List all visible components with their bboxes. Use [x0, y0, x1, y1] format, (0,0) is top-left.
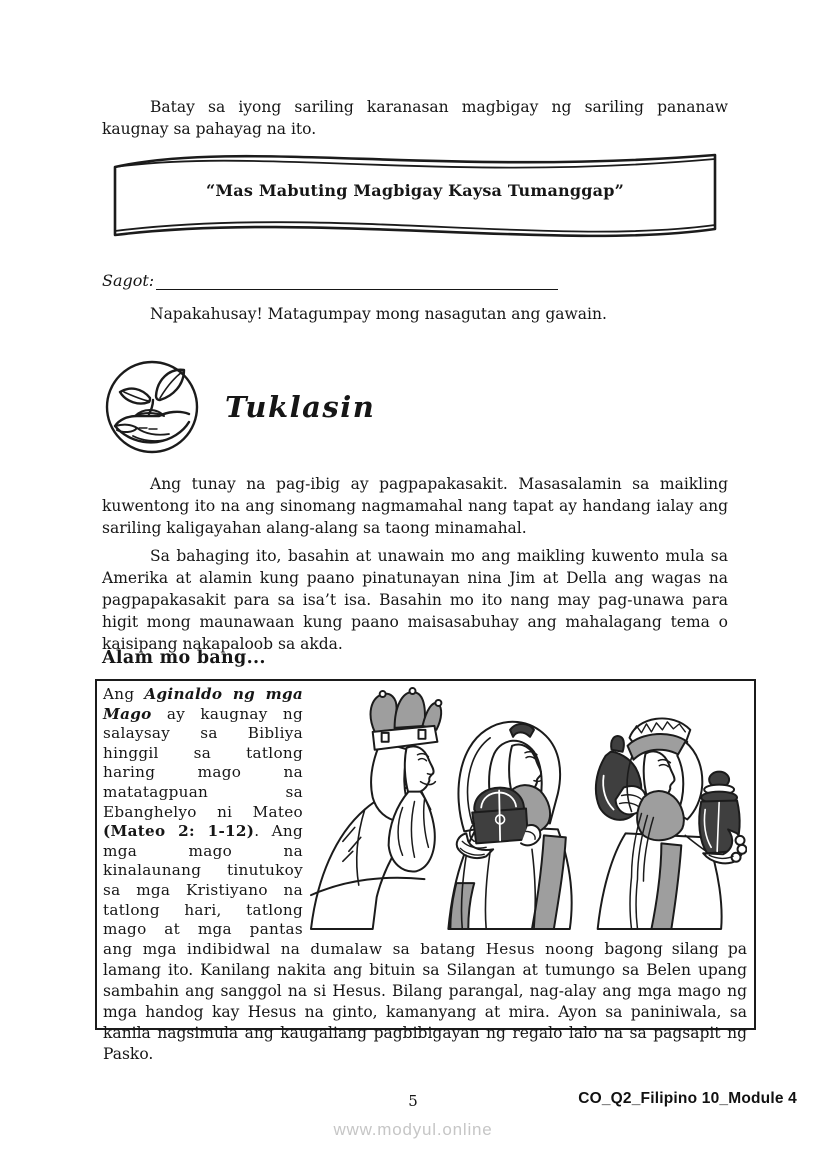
three-magi-line-art-icon	[307, 684, 747, 931]
intro-paragraph: Batay sa iyong sariling karanasan magbigay ng sariling pananaw kaugnay sa pahayag na ito.	[102, 98, 728, 138]
factbox-seg3: . Ang mga mago na kinalaunang tinutukoy sa mga Kristiyano na tatlong hari, tatlong mago at mga pantas ang mga indibidwal na dumalaw sa batang Hesus noong	[103, 822, 605, 958]
factbox-story-title: Aginaldo ng mga Mago	[103, 685, 304, 723]
answer-label: Sagot:	[102, 271, 155, 290]
praise-text: Napakahusay! Matagumpay mong nasagutan ang gawain.	[150, 305, 607, 323]
quote-banner	[112, 143, 718, 251]
factbox-seg2: ay kaugnay ng salaysay sa Bibliya hinggil sa tatlong haring mago na matatagpuan sa Ebanghelyo ni Mateo	[103, 704, 303, 821]
factbox-seg1: Ang	[103, 685, 145, 703]
hand-seedling-icon	[103, 358, 201, 456]
footer-page-number: 5	[408, 1092, 418, 1110]
fact-box	[95, 679, 756, 1063]
tuklasin-paragraph-2: Sa bahaging ito, basahin at unawain mo ang maikling kuwento mula sa Amerika at alamin kung paano pinatunayan nina Jim at Della ang wagas na pagpapakasakit para sa isa’t isa. Basahin mo ito nang may pag-unawa para higit mong maunawaan kung paano maisasabuhay ang mahalagang tema o kaisipang nakapaloob sa akda.	[102, 547, 728, 653]
banner-quote-text: “Mas Mabuting Magbigay Kaysa Tumanggap”	[205, 181, 625, 200]
factbox-heading: Alam mo bang...	[102, 648, 266, 668]
factbox-bible-verse: (Mateo 2: 1-12)	[103, 822, 255, 841]
site-watermark: www.modyul.online	[333, 1120, 493, 1139]
tuklasin-paragraph-1: Ang tunay na pag-ibig ay pagpapakasakit. Masasalamin sa maikling kuwentong ito na ang sinomang nagmamahal nang tapat ay handang ialay ang sariling kaligayahan alang-alang sa taong minamahal.	[102, 475, 728, 537]
three-magi-illustration	[307, 684, 747, 931]
footer-module-code: CO_Q2_Filipino 10_Module 4	[578, 1090, 797, 1107]
discover-section-header	[103, 358, 375, 456]
factbox-continuation: bagong silang pa lamang ito. Kanilang nakita ang bituin sa Silangan at tumungo sa Belen upang sambahin ang sanggol na si Hesus. Bilang parangal, nag-alay ang mga mago ng mga handog kay Hesus na ginto, kamanyang at mira. Ayon sa paniniwala, sa kanila nagsimula ang kaugaliang pagbibigayan ng regalo lalo na sa pagsapit ng Pasko.	[103, 939, 748, 1063]
discover-title: Tuklasin	[225, 390, 376, 424]
answer-blank-line	[156, 270, 558, 290]
answer-row	[102, 266, 558, 290]
